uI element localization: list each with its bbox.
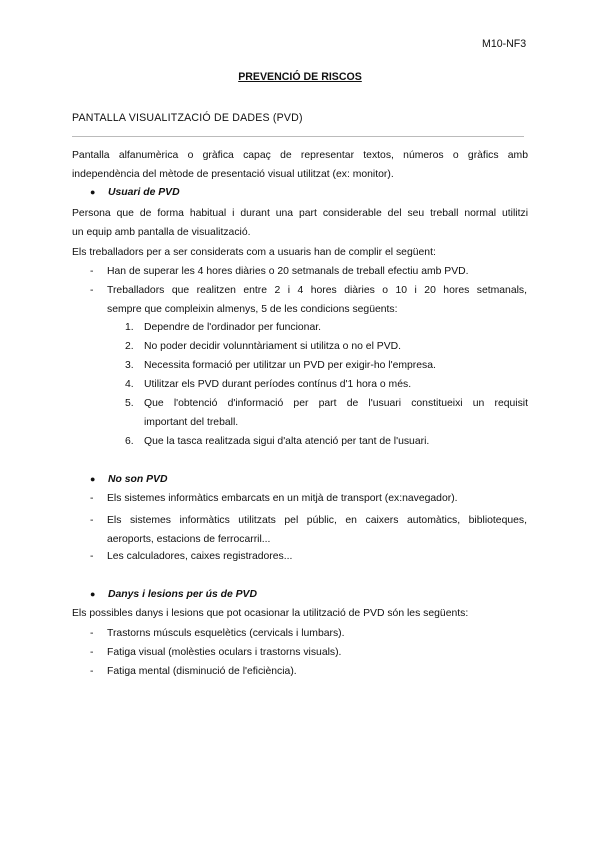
section-heading-usuari bbox=[90, 187, 180, 199]
list-item-text: Els sistemes informàtics utilitzats pel públic, en caixers automàtics, biblioteques, bbox=[107, 515, 527, 526]
list-item-text: Els sistemes informàtics embarcats en un mitjà de transport (ex:navegador). bbox=[107, 493, 458, 504]
dash-marker: - bbox=[90, 266, 94, 277]
dash-marker: - bbox=[90, 551, 94, 562]
heading-text: No son PVD bbox=[108, 474, 168, 485]
paragraph-line: Persona que de forma habitual i durant una part considerable del seu treball normal utilitzi bbox=[72, 208, 528, 219]
numbered-item-text: important del treball. bbox=[144, 417, 239, 428]
section-heading-danys bbox=[90, 589, 257, 601]
document-code: M10-NF3 bbox=[482, 38, 527, 50]
horizontal-divider bbox=[72, 136, 524, 137]
numbered-item-text: Que la tasca realitzada sigui d'alta atenció per tant de l'usuari. bbox=[144, 436, 430, 447]
list-item-text: aeroports, estacions de ferrocarril... bbox=[107, 534, 271, 545]
item-number: 1. bbox=[125, 322, 134, 333]
dash-marker: - bbox=[90, 666, 94, 677]
numbered-item-text: No poder decidir volunntàriament si utilitza o no el PVD. bbox=[144, 341, 402, 352]
paragraph-line: un equip amb pantalla de visualització. bbox=[72, 227, 251, 238]
dash-marker: - bbox=[90, 285, 94, 296]
dash-marker: - bbox=[90, 647, 94, 658]
dash-marker: - bbox=[90, 493, 94, 504]
list-item-text: Fatiga mental (disminució de l'eficiència). bbox=[107, 666, 297, 677]
item-number: 5. bbox=[125, 398, 134, 409]
list-item-text: Les calculadores, caixes registradores... bbox=[107, 551, 293, 562]
numbered-item-text: Que l'obtenció d'informació per part de l'usuari constitueixi un requisit bbox=[144, 398, 528, 409]
intro-line: Pantalla alfanumèrica o gràfica capaç de representar textos, números o gràfics amb bbox=[72, 150, 528, 161]
page-title: PREVENCIÓ DE RISCOS bbox=[238, 71, 362, 83]
numbered-item-text: Necessita formació per utilitzar un PVD per exigir-ho l'empresa. bbox=[144, 360, 436, 371]
usuari-paragraph bbox=[72, 204, 528, 242]
list-item-text: Fatiga visual (molèsties oculars i trastorns visuals). bbox=[107, 647, 342, 658]
item-number: 4. bbox=[125, 379, 134, 390]
numbered-item-text: Utilitzar els PVD durant períodes contínus d'1 hora o més. bbox=[144, 379, 412, 390]
heading-text: Danys i lesions per ús de PVD bbox=[108, 589, 257, 600]
heading-text: Usuari de PVD bbox=[108, 187, 180, 198]
bullet-icon: ● bbox=[90, 589, 96, 599]
intro-paragraph bbox=[72, 146, 528, 184]
section-subtitle: PANTALLA VISUALITZACIÓ DE DADES (PVD) bbox=[72, 112, 303, 124]
dash-marker: - bbox=[90, 515, 94, 526]
list-item-text: Trastorns músculs esquelètics (cervicals i lumbars). bbox=[107, 628, 345, 639]
bullet-icon: ● bbox=[90, 187, 96, 197]
item-number: 6. bbox=[125, 436, 134, 447]
intro-line: independència del mètode de presentació visual utilitzat (ex: monitor). bbox=[72, 169, 394, 180]
item-number: 2. bbox=[125, 341, 134, 352]
list-item-text: Han de superar les 4 hores diàries o 20 setmanals de treball efectiu amb PVD. bbox=[107, 266, 469, 277]
numbered-item-text: Dependre de l'ordinador per funcionar. bbox=[144, 322, 322, 333]
list-item-text: Treballadors que realitzen entre 2 i 4 hores diàries o 10 i 20 hores setmanals, bbox=[107, 285, 527, 296]
item-number: 3. bbox=[125, 360, 134, 371]
bullet-icon: ● bbox=[90, 474, 96, 484]
usuari-lead-text: Els treballadors per a ser considerats com a usuaris han de complir el següent: bbox=[72, 247, 436, 258]
danys-lead-text: Els possibles danys i lesions que pot ocasionar la utilització de PVD són les següents: bbox=[72, 608, 469, 619]
list-item-text: sempre que compleixin almenys, 5 de les condicions següents: bbox=[107, 304, 398, 315]
section-heading-no-son-pvd bbox=[90, 474, 167, 486]
dash-marker: - bbox=[90, 628, 94, 639]
